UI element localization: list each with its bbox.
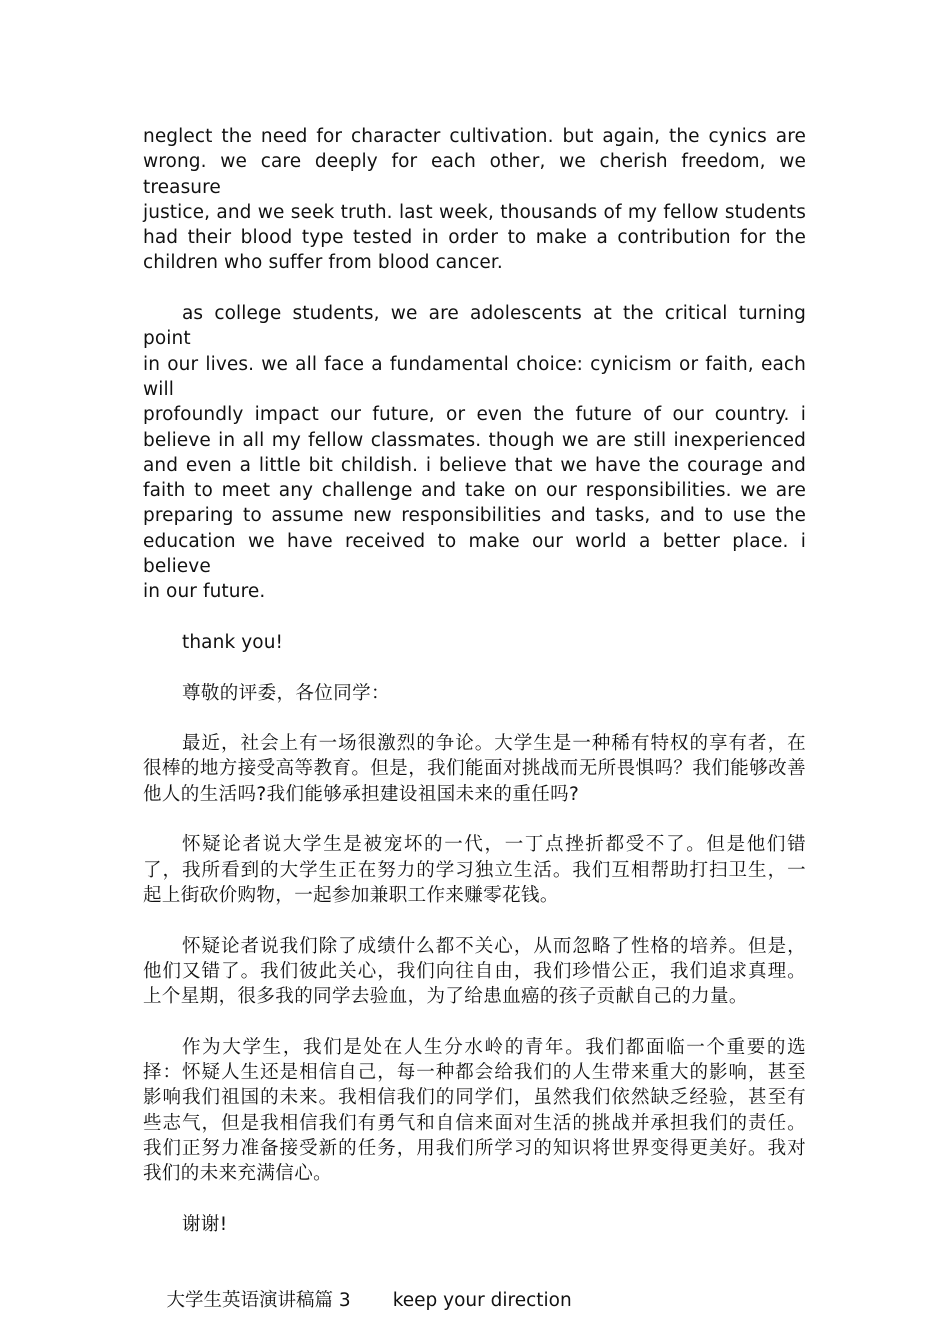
paragraph-p3 — [143, 630, 806, 655]
text-line: children who suffer from blood cancer. — [143, 252, 503, 274]
text-line: 很棒的地方接受高等教育。但是，我们能面对挑战而无所畏惧吗？我们能够改善 — [143, 758, 806, 780]
text-line: 些志气，但是我相信我们有勇气和自信来面对生活的挑战并承担我们的责任。 — [143, 1112, 806, 1134]
text-line: 影响我们祖国的未来。我相信我们的同学们，虽然我们依然缺乏经验，甚至有 — [143, 1087, 806, 1109]
paragraph-p2 — [143, 301, 806, 605]
paragraph-p9 — [143, 1212, 806, 1237]
document-page — [143, 124, 806, 1338]
text-line: wrong. we care deeply for each other, we cherish freedom, we treasure — [143, 151, 806, 198]
text-line: 择：怀疑人生还是相信自己，每一种都会给我们的人生带来重大的影响，甚至 — [143, 1061, 806, 1083]
text-line: 上个星期，很多我的同学去验血，为了给患血癌的孩子贡献自己的力量。 — [143, 986, 748, 1008]
text-line: 了，我所看到的大学生正在努力的学习独立生活。我们互相帮助打扫卫生，一 — [143, 859, 806, 881]
text-line: 他们又错了。我们彼此关心，我们向往自由，我们珍惜公正，我们追求真理。 — [143, 960, 806, 982]
text-line: justice, and we seek truth. last week, thousands of my fellow students — [143, 201, 806, 223]
text-line: 作为大学生，我们是处在人生分水岭的青年。我们都面临一个重要的选 — [182, 1036, 806, 1058]
text-line: 他人的生活吗?我们能够承担建设祖国未来的重任吗? — [143, 783, 580, 805]
paragraph-p5 — [143, 731, 806, 807]
text-line: as college students, we are adolescents at the critical turning point — [143, 303, 806, 350]
text-line: preparing to assume new responsibilities and tasks, and to use the — [143, 505, 806, 527]
paragraph-p4 — [143, 681, 806, 706]
text-line: 谢谢! — [182, 1213, 228, 1235]
paragraph-gap — [143, 1186, 806, 1211]
text-line: 怀疑论者说我们除了成绩什么都不关心，从而忽略了性格的培养。但是， — [182, 935, 806, 957]
paragraph-gap — [143, 276, 806, 301]
paragraph-p1 — [143, 124, 806, 276]
paragraph-gap — [143, 807, 806, 832]
paragraph-gap — [143, 1237, 806, 1262]
paragraph-gap — [143, 605, 806, 630]
paragraph-gap — [143, 1009, 806, 1034]
text-line: had their blood type tested in order to make a contribution for the — [143, 227, 806, 249]
paragraph-gap — [143, 706, 806, 731]
text-line: 我们正努力准备接受新的任务，用我们所学习的知识将世界变得更美好。我对 — [143, 1137, 806, 1159]
text-line: 尊敬的评委，各位同学： — [182, 682, 390, 704]
text-line: profoundly impact our future, or even the future of our country. i — [143, 404, 806, 426]
paragraph-gap — [143, 655, 806, 680]
paragraph-list — [143, 124, 806, 1237]
text-line: in our lives. we all face a fundamental choice: cynicism or faith, each will — [143, 353, 806, 400]
text-line: 起上街砍价购物，一起参加兼职工作来赚零花钱。 — [143, 884, 559, 906]
text-line: faith to meet any challenge and take on our responsibilities. we are — [143, 480, 806, 502]
section-heading — [143, 1262, 806, 1338]
text-line: 最近，社会上有一场很激烈的争论。大学生是一种稀有特权的享有者，在 — [182, 733, 806, 755]
section-heading-subtitle: keep your direction — [392, 1289, 572, 1311]
paragraph-p8 — [143, 1035, 806, 1187]
paragraph-p7 — [143, 934, 806, 1010]
text-line: thank you! — [182, 631, 284, 653]
section-heading-title: 大学生英语演讲稿篇 3 — [166, 1289, 351, 1311]
text-line: believe in all my fellow classmates. though we are still inexperienced — [143, 429, 806, 451]
paragraph-p6 — [143, 832, 806, 908]
text-line: neglect the need for character cultivation. but again, the cynics are — [143, 126, 806, 147]
text-line: and even a little bit childish. i believe that we have the courage and — [143, 454, 806, 476]
paragraph-gap — [143, 908, 806, 933]
text-line: 怀疑论者说大学生是被宠坏的一代，一丁点挫折都受不了。但是他们错 — [182, 834, 806, 856]
text-line: 我们的未来充满信心。 — [143, 1163, 333, 1185]
text-line: in our future. — [143, 581, 266, 603]
text-line: education we have received to make our world a better place. i believe — [143, 530, 806, 578]
